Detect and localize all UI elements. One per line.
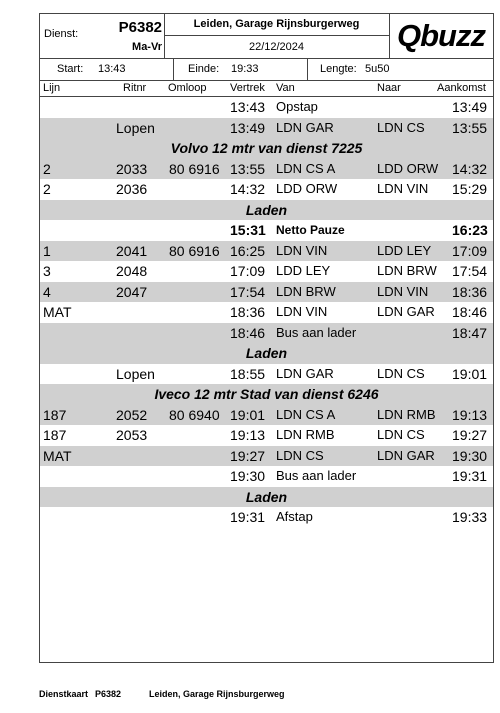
column-headers <box>40 80 493 97</box>
col-omloop: Omloop <box>168 82 207 94</box>
cell-omloop: 80 6916 <box>169 160 220 177</box>
start-value: 13:43 <box>98 63 126 75</box>
cell-naar: LDN CS <box>377 365 425 381</box>
dienst-number: P6382 <box>118 19 162 36</box>
cell-lijn: MAT <box>43 447 72 464</box>
date: 22/12/2024 <box>248 41 305 53</box>
cell-van: Afstap <box>276 509 313 524</box>
cell-van: Bus aan lader <box>276 324 357 340</box>
cell-van: LDD ORW <box>276 181 338 196</box>
table-row <box>40 302 493 323</box>
schedule-rows <box>40 97 493 528</box>
cell-vertrek: 18:55 <box>230 365 266 382</box>
cell-van: LDN VIN <box>276 242 328 258</box>
cell-ritnr: 2036 <box>116 181 148 197</box>
table-row <box>40 97 493 118</box>
cell-van: LDD LEY <box>276 263 331 278</box>
cell-lijn: 187 <box>43 427 67 443</box>
section-header <box>40 487 493 508</box>
cell-vertrek: 19:30 <box>230 468 266 484</box>
cell-vertrek: 17:54 <box>230 283 266 300</box>
cell-naar: LDN VIN <box>377 283 429 299</box>
cell-vertrek: 19:01 <box>230 406 266 423</box>
cell-ritnr: 2053 <box>116 427 148 443</box>
lengte-value: 5u50 <box>365 63 390 75</box>
cell-naar: LDN RMB <box>377 406 436 422</box>
section-title: Laden <box>245 488 288 505</box>
start-cell <box>40 58 174 80</box>
cell-van: LDN BRW <box>276 283 336 299</box>
cell-naar: LDN CS <box>377 427 425 442</box>
footer-location: Leiden, Garage Rijnsburgerweg <box>149 689 285 699</box>
table-row <box>40 179 493 200</box>
cell-ritnr: Lopen <box>116 119 155 136</box>
cell-ritnr: Lopen <box>116 365 155 382</box>
cell-vertrek: 13:43 <box>230 99 266 115</box>
cell-naar: LDN CS <box>377 119 425 135</box>
cell-vertrek: 18:36 <box>230 304 266 320</box>
table-row <box>40 241 493 262</box>
cell-lijn: 187 <box>43 406 67 423</box>
cell-aankomst: 17:09 <box>452 242 488 259</box>
cell-vertrek: 19:27 <box>230 447 266 464</box>
cell-van: LDN CS <box>276 447 324 463</box>
col-lijn: Lijn <box>43 82 61 94</box>
cell-omloop: 80 6940 <box>169 406 220 423</box>
cell-lijn: MAT <box>43 304 72 320</box>
cell-lijn: 2 <box>43 160 51 177</box>
table-row <box>40 446 493 467</box>
cell-lijn: 1 <box>43 242 51 259</box>
lengte-label: Lengte: <box>320 63 357 75</box>
cell-ritnr: 2041 <box>116 242 148 259</box>
cell-aankomst: 18:46 <box>452 304 488 320</box>
cell-aankomst: 19:31 <box>452 468 488 484</box>
table-row <box>40 159 493 180</box>
cell-aankomst: 14:32 <box>452 160 488 177</box>
location-box <box>164 14 390 58</box>
cell-aankomst: 17:54 <box>452 263 488 279</box>
table-row <box>40 220 493 241</box>
cell-vertrek: 15:31 <box>230 222 266 238</box>
cell-aankomst: 18:47 <box>452 324 488 341</box>
cell-aankomst: 18:36 <box>452 283 488 300</box>
cell-aankomst: 15:29 <box>452 181 488 197</box>
cell-aankomst: 19:30 <box>452 447 488 464</box>
cell-ritnr: 2047 <box>116 283 148 300</box>
section-title: Volvo 12 mtr van dienst 7225 <box>170 140 363 156</box>
table-row <box>40 405 493 426</box>
cell-naar: LDD ORW <box>377 160 439 176</box>
cell-van: LDN VIN <box>276 304 328 319</box>
cell-vertrek: 13:55 <box>230 160 266 177</box>
cell-van: LDN GAR <box>276 365 334 381</box>
cell-aankomst: 13:49 <box>452 99 488 115</box>
cell-naar: LDN VIN <box>377 181 429 196</box>
cell-aankomst: 16:23 <box>452 222 488 238</box>
section-title: Laden <box>245 201 288 218</box>
start-label: Start: <box>57 63 84 75</box>
einde-value: 19:33 <box>231 63 259 75</box>
cell-van: Opstap <box>276 99 318 114</box>
lengte-cell <box>308 58 493 80</box>
cell-vertrek: 17:09 <box>230 263 266 279</box>
cell-lijn: 3 <box>43 263 51 279</box>
einde-cell <box>174 58 308 80</box>
cell-vertrek: 16:25 <box>230 242 266 259</box>
cell-van: LDN RMB <box>276 427 335 442</box>
times-row <box>40 58 493 81</box>
cell-van: LDN CS A <box>276 406 336 422</box>
cell-lijn: 4 <box>43 283 51 300</box>
location: Leiden, Garage Rijnsburgerweg <box>164 14 389 36</box>
table-row <box>40 425 493 446</box>
cell-aankomst: 13:55 <box>452 119 488 136</box>
table-row <box>40 282 493 303</box>
cell-ritnr: 2033 <box>116 160 148 177</box>
cell-naar: LDN GAR <box>377 447 435 463</box>
cell-vertrek: 14:32 <box>230 181 266 197</box>
col-ritnr: Ritnr <box>123 82 147 94</box>
dienst-days: Ma-Vr <box>132 41 162 53</box>
cell-vertrek: 19:31 <box>230 509 266 525</box>
cell-naar: LDN BRW <box>377 263 437 278</box>
cell-ritnr: 2052 <box>116 406 148 423</box>
table-row <box>40 118 493 139</box>
qbuzz-logo: Qbuzz <box>397 18 485 53</box>
section-header <box>40 200 493 221</box>
cell-van: Netto Pauze <box>276 223 345 237</box>
table-row <box>40 466 493 487</box>
dienst-label: Dienst: <box>44 28 79 40</box>
footer-dienst-number: P6382 <box>95 689 122 699</box>
cell-lijn: 2 <box>43 181 51 197</box>
cell-vertrek: 18:46 <box>230 324 266 341</box>
cell-vertrek: 19:13 <box>230 427 266 443</box>
cell-omloop: 80 6916 <box>169 242 220 259</box>
footer-doc-type: Dienstkaart <box>39 689 89 699</box>
cell-naar: LDD LEY <box>377 242 432 258</box>
cell-aankomst: 19:33 <box>452 509 488 525</box>
duty-card-frame <box>39 13 494 663</box>
section-title: Laden <box>245 345 288 361</box>
cell-van: Bus aan lader <box>276 468 357 483</box>
section-header <box>40 384 493 405</box>
col-vertrek: Vertrek <box>230 82 265 94</box>
col-naar: Naar <box>377 82 401 94</box>
cell-aankomst: 19:27 <box>452 427 488 443</box>
section-header <box>40 138 493 159</box>
table-row <box>40 323 493 344</box>
cell-aankomst: 19:01 <box>452 365 488 382</box>
table-row <box>40 364 493 385</box>
col-van: Van <box>276 82 295 94</box>
cell-aankomst: 19:13 <box>452 406 488 423</box>
header <box>40 14 493 59</box>
cell-vertrek: 13:49 <box>230 119 266 136</box>
cell-ritnr: 2048 <box>116 263 148 279</box>
cell-naar: LDN GAR <box>377 304 435 319</box>
dienst-box <box>40 14 165 58</box>
table-row <box>40 507 493 528</box>
cell-van: LDN CS A <box>276 160 336 176</box>
table-row <box>40 261 493 282</box>
section-title: Iveco 12 mtr Stad van dienst 6246 <box>154 386 379 402</box>
col-aankomst: Aankomst <box>437 82 486 94</box>
cell-van: LDN GAR <box>276 119 334 135</box>
einde-label: Einde: <box>188 63 220 75</box>
section-header <box>40 343 493 364</box>
